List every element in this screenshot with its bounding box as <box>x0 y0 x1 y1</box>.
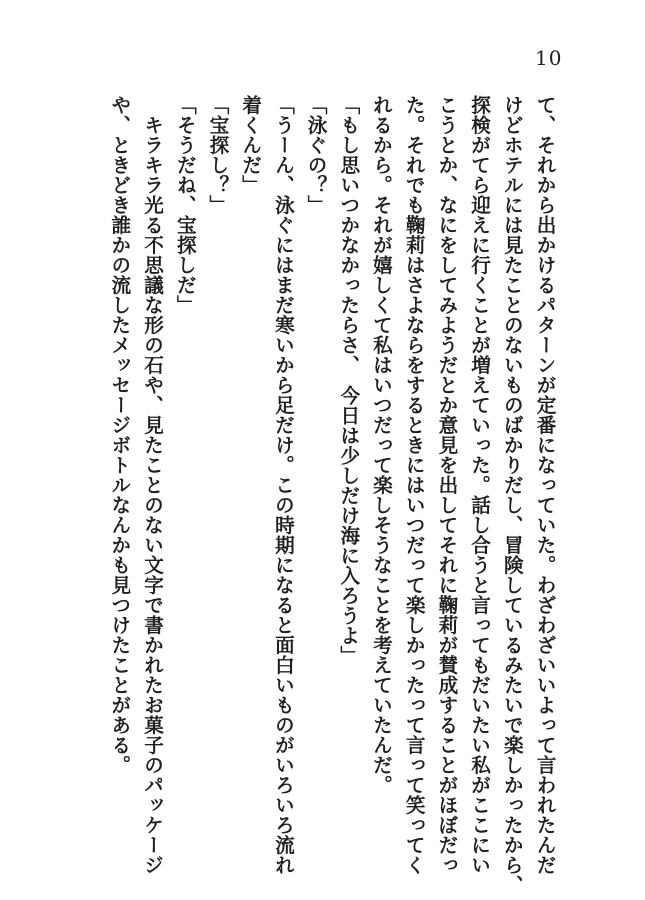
dialogue-line: 「もし思いつかなかったらさ、 今日は少しだけ海に入ろうよ」 <box>336 95 360 666</box>
dialogue-line: 「うーん、泳ぐにはまだ寒いから足だけ。この時期になると面白いものがいろいろ流れ <box>271 95 295 875</box>
text-line: れるから。それが嬉しくて私はいつだって楽しそうなことを考えていたんだ。 <box>369 95 393 795</box>
text-line: けどホテルには見たことのないものばかりだし、冒険しているみたいで楽しかったから、 <box>500 95 524 895</box>
dialogue-line: 「泳ぐの？」 <box>304 95 328 215</box>
text-line: て、それから出かけるパターンが定番になっていた。わざわざいいよって言われたんだ <box>533 95 556 875</box>
dialogue-line: 着くんだ」 <box>238 95 262 195</box>
dialogue-line: 「宝探し？」 <box>205 95 229 215</box>
text-line: こうとか、なにをしてみようだとか意見を出してそれに鞠莉が賛成することがほぼだっ <box>434 95 458 875</box>
text-line: 探検がてら迎えに行くことが増えていった。話し合うと言ってもだいたい私がここにい <box>467 95 491 875</box>
dialogue-line: 「そうだね、宝探しだ」 <box>173 95 197 315</box>
page-number: 10 <box>535 46 563 70</box>
vertical-text-body <box>70 95 560 895</box>
text-line: や、ときどき誰かの流したメッセージボトルなんかも見つけたことがある。 <box>107 95 131 775</box>
text-line: た。それでも鞠莉はさよならをするときにはいつだって楽しかったって言って笑ってく <box>402 95 426 875</box>
text-line: キラキラ光る不思議な形の石や、見たことのない文字で書かれたお菓子のパッケージ <box>140 95 164 875</box>
